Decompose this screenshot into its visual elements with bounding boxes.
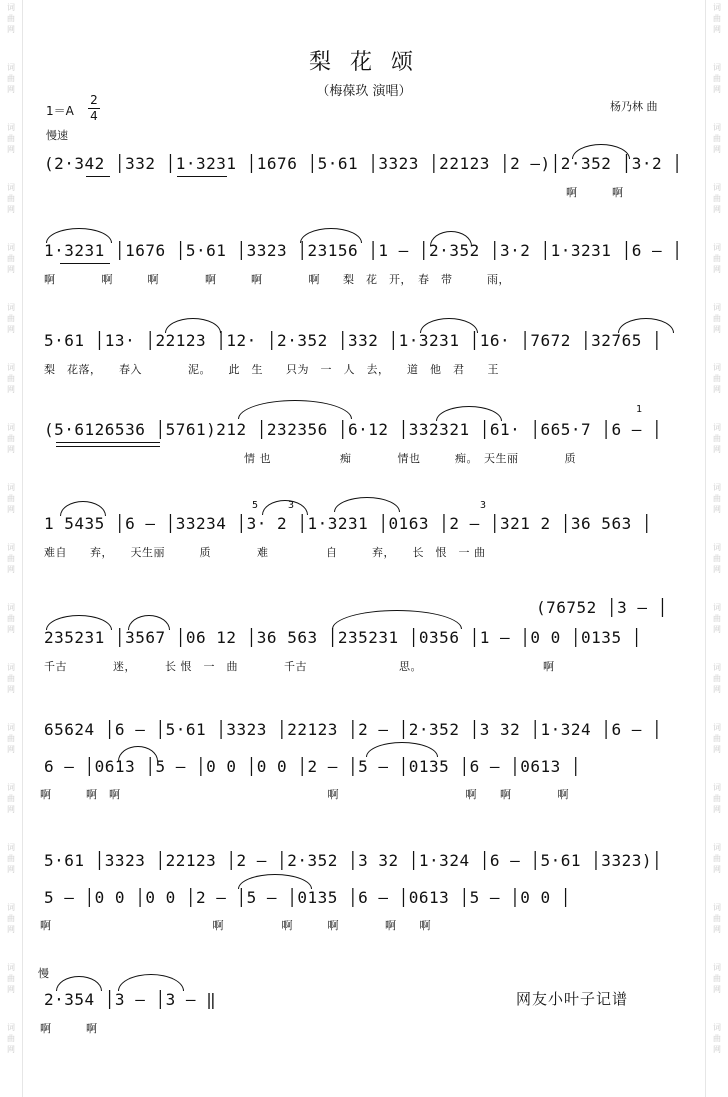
time-signature-bottom: 4 [90, 109, 98, 123]
score-row: 5·61 │3323 │22123 │2 – │2·352 │3 32 │1·324 │6 – │5·61 │3323)│ [44, 851, 663, 870]
watermark: 词 曲 网 [7, 243, 15, 274]
slur [572, 144, 630, 159]
slur [366, 742, 438, 757]
watermark: 词 曲 网 [713, 243, 721, 274]
score-row: 235231 │3567 │06 12 │36 563 │235231 │0356 │1 – │0 0 │0135 │ [44, 628, 642, 647]
lyric-line: 啊 啊 [566, 186, 624, 199]
watermark: 词 曲 网 [713, 543, 721, 574]
transcriber-credit: 网友小叶子记谱 [516, 990, 629, 1008]
slur [262, 500, 308, 515]
score-row: 5·61 │13· │22123 │12· │2·352 │332 │1·3231 │16· │7672 │32765 │ [44, 331, 663, 350]
grace-note: 5 [252, 500, 259, 511]
watermark: 词 曲 网 [7, 843, 15, 874]
slur [165, 318, 221, 333]
slur [56, 976, 102, 991]
watermark: 词 曲 网 [7, 1023, 15, 1054]
watermark: 词 曲 网 [713, 843, 721, 874]
performer-credit: （梅葆玖 演唱） [316, 84, 412, 99]
beam [86, 176, 110, 177]
watermark: 词 曲 网 [713, 903, 721, 934]
watermark: 词 曲 网 [7, 543, 15, 574]
slur [420, 318, 478, 333]
slur [430, 231, 472, 246]
beam [177, 176, 227, 177]
watermark: 词 曲 网 [713, 723, 721, 754]
watermark: 词 曲 网 [713, 423, 721, 454]
time-signature [88, 94, 100, 123]
watermark: 词 曲 网 [7, 3, 15, 34]
watermark: 词 曲 网 [7, 963, 15, 994]
watermark: 词 曲 网 [713, 603, 721, 634]
watermark: 词 曲 网 [7, 663, 15, 694]
lyric-line: 啊 啊 啊 啊 啊 啊 [40, 919, 431, 932]
slur [618, 318, 674, 333]
watermark: 词 曲 网 [7, 783, 15, 814]
ending-tempo-marking: 慢 [38, 967, 49, 980]
watermark: 词 曲 网 [7, 63, 15, 94]
slur [60, 501, 106, 516]
slur [238, 400, 352, 419]
slur [300, 228, 362, 243]
lyric-line: 啊 啊 啊 啊 啊 啊 啊 [40, 788, 569, 801]
lyric-line: 梨 花落， 春入 泥。 此 生 只为 一 人 去， 道 他 君 王 [44, 363, 499, 376]
score-row: 1 5435 │6 – │33234 │3· 2 │1·3231 │0163 │2 – │321 2 │36 563 │ [44, 514, 652, 533]
time-signature-top: 2 [90, 93, 98, 107]
lyric-line: 难自 弃， 天生丽 质 难 自 弃， 长 恨 一 曲 [44, 546, 486, 559]
slur [118, 746, 158, 761]
composer-credit: 杨乃林 曲 [610, 100, 658, 113]
tempo-marking: 慢速 [46, 129, 68, 142]
slur [46, 615, 112, 630]
score-row-upper: (76752 │3 – │ [536, 598, 668, 617]
score-row-lower: 6 – │0613 │5 – │0 0 │0 0 │2 – │5 – │0135 │6 – │0613 │ [44, 757, 582, 776]
watermark: 词 曲 网 [7, 123, 15, 154]
score-row: 2·354 │3 – │3 – ‖ [44, 990, 217, 1009]
watermark: 词 曲 网 [713, 963, 721, 994]
watermark: 词 曲 网 [713, 123, 721, 154]
watermark: 词 曲 网 [713, 363, 721, 394]
slur [238, 874, 312, 889]
watermark: 词 曲 网 [7, 183, 15, 214]
watermark: 词 曲 网 [7, 483, 15, 514]
watermark: 词 曲 网 [7, 363, 15, 394]
grace-note: 3 [480, 500, 487, 511]
slur [332, 610, 462, 629]
watermark: 词 曲 网 [713, 183, 721, 214]
slur [128, 615, 170, 630]
beam [60, 263, 110, 264]
beam [56, 442, 160, 447]
slur [334, 497, 400, 512]
watermark: 词 曲 网 [713, 663, 721, 694]
grace-note: 3 [288, 500, 295, 511]
watermark: 词 曲 网 [7, 423, 15, 454]
lyric-line: 情 也 痴 情也 痴。 天生丽 质 [244, 452, 576, 465]
watermark: 词 曲 网 [713, 483, 721, 514]
watermark: 词 曲 网 [713, 1023, 721, 1054]
watermark: 词 曲 网 [7, 603, 15, 634]
lyric-line: 啊 啊 啊 啊 啊 啊 梨 花 开， 春 带 雨， [44, 273, 510, 286]
score-row: (2·342 │332 │1·3231 │1676 │5·61 │3323 │22123 │2 –)│2·352 │3·2 │ [44, 154, 683, 173]
score-row: 65624 │6 – │5·61 │3323 │22123 │2 – │2·352 │3 32 │1·324 │6 – │ [44, 720, 663, 739]
grace-note: 1 [636, 404, 643, 415]
watermark: 词 曲 网 [713, 3, 721, 34]
score-row: 1·3231 │1676 │5·61 │3323 │23156 │1 – │2·352 │3·2 │1·3231 │6 – │ [44, 241, 683, 260]
score-row: (5·6126536 │5761)212 │232356 │6·12 │332321 │61· │665·7 │6 – │ [44, 420, 663, 439]
watermark: 词 曲 网 [7, 723, 15, 754]
lyric-line: 啊 啊 [40, 1022, 98, 1035]
watermark: 词 曲 网 [713, 783, 721, 814]
score-row-lower: 5 – │0 0 │0 0 │2 – │5 – │0135 │6 – │0613 │5 – │0 0 │ [44, 888, 571, 907]
watermark: 词 曲 网 [7, 903, 15, 934]
lyric-line: 千古 迷， 长 恨 一 曲 千古 思。 啊 [44, 660, 555, 673]
slur [46, 228, 112, 243]
watermark: 词 曲 网 [713, 303, 721, 334]
slur [118, 974, 184, 991]
slur [436, 406, 502, 421]
watermark: 词 曲 网 [7, 303, 15, 334]
watermark: 词 曲 网 [713, 63, 721, 94]
key-signature: 1＝A [46, 104, 74, 118]
song-title: 梨 花 颂 [309, 50, 419, 75]
